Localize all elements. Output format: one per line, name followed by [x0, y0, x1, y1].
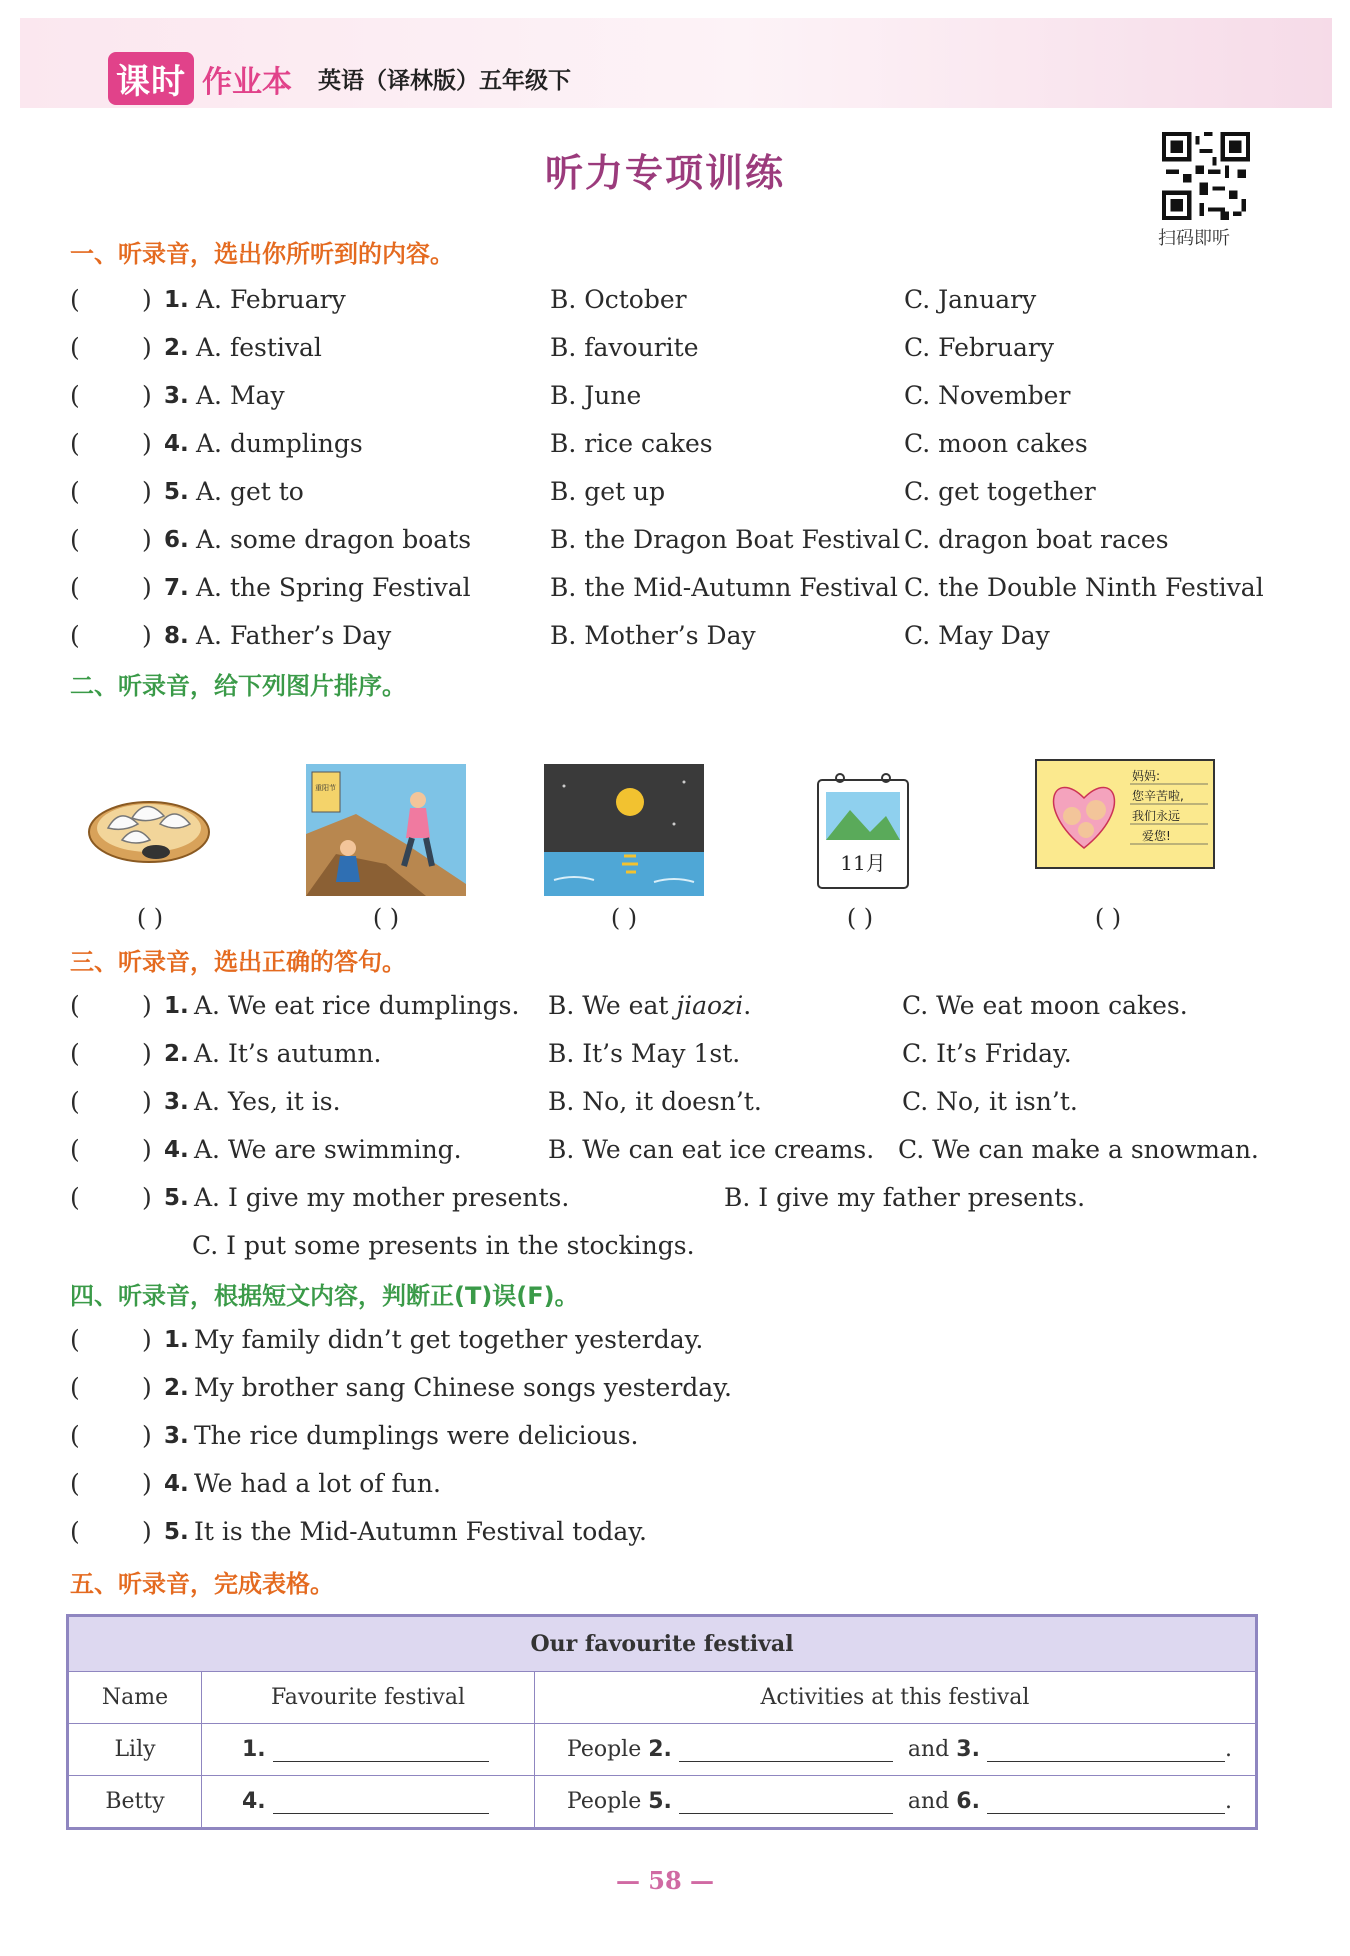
question-number: 1.: [164, 993, 189, 1019]
option-c: C. No, it isn’t.: [902, 1087, 1078, 1116]
answer-paren-right: ): [142, 621, 152, 650]
question-number: 1.: [164, 287, 189, 313]
answer-paren-left[interactable]: (: [70, 991, 80, 1020]
picture-4-answer[interactable]: ( ): [846, 904, 874, 932]
qr-label: 扫码即听: [1158, 228, 1230, 249]
answer-paren-left[interactable]: (: [70, 525, 80, 554]
answer-blank[interactable]: [679, 1739, 893, 1762]
option-c: C. dragon boat races: [904, 525, 1169, 554]
blank-number: 5.: [648, 1789, 672, 1814]
option-a: A. get to: [196, 477, 304, 506]
option-b: B. June: [550, 381, 642, 410]
option-b: B. I give my father presents.: [724, 1183, 1086, 1212]
page-number: — 58 —: [615, 1866, 715, 1895]
question-number: 8.: [164, 623, 189, 649]
blank-number: 4.: [242, 1789, 266, 1814]
statement-text: It is the Mid-Autumn Festival today.: [194, 1517, 648, 1546]
answer-paren-left[interactable]: (: [70, 621, 80, 650]
blank-number: 3.: [956, 1737, 980, 1762]
card-line-1: 妈妈:: [1132, 769, 1161, 783]
answer-paren-right: ): [142, 285, 152, 314]
option-b: B. get up: [550, 477, 666, 506]
part4-heading: 四、听录音，根据短文内容，判断正(T)误(F)。: [70, 1282, 579, 1310]
card-line-3: 我们永远: [1132, 809, 1181, 823]
option-a: A. We are swimming.: [194, 1135, 462, 1164]
answer-paren-right: ): [142, 1421, 152, 1450]
header-brand: [108, 52, 571, 105]
card-line-2: 您辛苦啦,: [1132, 789, 1184, 803]
part2-heading: 二、听录音，给下列图片排序。: [70, 672, 406, 700]
table-title: Our favourite festival: [69, 1617, 1256, 1672]
option-c: C. moon cakes: [904, 429, 1088, 458]
people-word: People: [567, 1737, 642, 1762]
brand-name: 作业本: [202, 64, 292, 100]
card-line-4: 爱您!: [1142, 829, 1171, 843]
answer-blank[interactable]: [987, 1791, 1225, 1814]
answer-blank[interactable]: [273, 1791, 489, 1814]
option-a: A. dumplings: [196, 429, 363, 458]
answer-paren-left[interactable]: (: [70, 1325, 80, 1354]
answer-blank[interactable]: [987, 1739, 1225, 1762]
answer-blank[interactable]: [273, 1739, 489, 1762]
period: .: [1224, 1789, 1232, 1814]
question-number: 5.: [164, 1185, 189, 1211]
answer-paren-right: ): [142, 1039, 152, 1068]
option-b: B. We can eat ice creams.: [548, 1135, 875, 1164]
row-name: Betty: [69, 1776, 202, 1828]
option-c: C. We can make a snowman.: [898, 1135, 1259, 1164]
answer-paren-left[interactable]: (: [70, 1039, 80, 1068]
answer-paren-right: ): [142, 573, 152, 602]
option-b: B. October: [550, 285, 687, 314]
option-a: A. festival: [196, 333, 322, 362]
question-number: 3.: [164, 1089, 189, 1115]
option-c: C. the Double Ninth Festival: [904, 573, 1264, 602]
answer-blank[interactable]: [679, 1791, 893, 1814]
part5-heading: 五、听录音，完成表格。: [70, 1570, 334, 1598]
option-c: C. February: [904, 333, 1054, 362]
option-b: B. It’s May 1st.: [548, 1039, 741, 1068]
answer-paren-left[interactable]: (: [70, 1087, 80, 1116]
period: .: [1224, 1737, 1232, 1762]
option-b: B. rice cakes: [550, 429, 713, 458]
question-number: 5.: [164, 1519, 189, 1545]
full-moon-night-picture: [544, 764, 704, 896]
question-number: 2.: [164, 1041, 189, 1067]
col-header-name: Name: [69, 1672, 202, 1724]
option-b: B. Mother’s Day: [550, 621, 756, 650]
festival-cell: [202, 1776, 535, 1828]
page-title: 听力专项训练: [544, 151, 785, 195]
answer-paren-right: ): [142, 1325, 152, 1354]
answer-paren-left[interactable]: (: [70, 1183, 80, 1212]
question-number: 6.: [164, 527, 189, 553]
question-number: 2.: [164, 1375, 189, 1401]
people-word: People: [567, 1789, 642, 1814]
option-a: A. some dragon boats: [196, 525, 472, 554]
activities-cell: [535, 1724, 1256, 1776]
activities-cell: [535, 1776, 1256, 1828]
option-a: A. It’s autumn.: [194, 1039, 382, 1068]
option-c: C. get together: [904, 477, 1096, 506]
statement-text: The rice dumplings were delicious.: [194, 1421, 639, 1450]
question-number: 4.: [164, 1471, 189, 1497]
answer-paren-right: ): [142, 991, 152, 1020]
qr-code-icon[interactable]: [1162, 132, 1250, 220]
blank-number: 2.: [648, 1737, 672, 1762]
option-b: [548, 986, 751, 1026]
dumplings-picture: [86, 782, 212, 866]
part1-heading: 一、听录音，选出你所听到的内容。: [70, 240, 454, 268]
option-a: A. May: [196, 381, 285, 410]
table-row: [69, 1724, 1256, 1776]
statement-text: My brother sang Chinese songs yesterday.: [194, 1373, 732, 1402]
picture-1-answer[interactable]: ( ): [136, 904, 164, 932]
answer-paren-left[interactable]: (: [70, 1517, 80, 1546]
option-c: C. May Day: [904, 621, 1050, 650]
blank-number: 6.: [956, 1789, 980, 1814]
question-number: 5.: [164, 479, 189, 505]
option-c: C. I put some presents in the stockings.: [192, 1231, 695, 1260]
subject-label: 英语（译林版）五年级下: [318, 68, 571, 94]
festival-cell: [202, 1724, 535, 1776]
answer-paren-right: ): [142, 429, 152, 458]
mountain-climbing-picture: [306, 764, 466, 896]
answer-paren-left[interactable]: (: [70, 573, 80, 602]
question-number: 3.: [164, 383, 189, 409]
question-number: 2.: [164, 335, 189, 361]
november-calendar-picture: [810, 770, 916, 892]
festival-table: [66, 1614, 1258, 1830]
part3-heading: 三、听录音，选出正确的答句。: [70, 948, 406, 976]
col-header-activities: Activities at this festival: [535, 1672, 1256, 1724]
option-a: A. the Spring Festival: [196, 573, 471, 602]
answer-paren-left[interactable]: (: [70, 1421, 80, 1450]
col-header-festival: Favourite festival: [202, 1672, 535, 1724]
answer-paren-left[interactable]: (: [70, 1469, 80, 1498]
option-b: B. No, it doesn’t.: [548, 1087, 762, 1116]
option-c: C. It’s Friday.: [902, 1039, 1072, 1068]
answer-paren-left[interactable]: (: [70, 381, 80, 410]
answer-paren-right: ): [142, 381, 152, 410]
answer-paren-right: ): [142, 1373, 152, 1402]
answer-paren-right: ): [142, 1469, 152, 1498]
option-b-suffix: .: [743, 991, 752, 1020]
answer-paren-right: ): [142, 333, 152, 362]
calendar-month-label: 11月: [840, 851, 886, 875]
answer-paren-right: ): [142, 1183, 152, 1212]
option-b: B. favourite: [550, 333, 699, 362]
answer-paren-left[interactable]: (: [70, 429, 80, 458]
option-b: B. the Mid-Autumn Festival: [550, 573, 898, 602]
option-a: A. February: [196, 285, 346, 314]
answer-paren-right: ): [142, 1087, 152, 1116]
question-number: 3.: [164, 1423, 189, 1449]
option-c: C. We eat moon cakes.: [902, 991, 1188, 1020]
mothers-day-card-picture: [1034, 758, 1216, 870]
option-a: A. We eat rice dumplings.: [194, 991, 520, 1020]
and-word: and: [907, 1789, 950, 1814]
answer-paren-right: ): [142, 1135, 152, 1164]
answer-paren-left[interactable]: (: [70, 477, 80, 506]
picture-2-answer[interactable]: ( ): [372, 904, 400, 932]
table-row: [69, 1776, 1256, 1828]
blank-number: 1.: [242, 1737, 266, 1762]
picture-5-answer[interactable]: ( ): [1094, 904, 1122, 932]
option-a: A. I give my mother presents.: [194, 1183, 570, 1212]
question-number: 7.: [164, 575, 189, 601]
question-number: 1.: [164, 1327, 189, 1353]
answer-paren-right: ): [142, 477, 152, 506]
answer-paren-left[interactable]: (: [70, 333, 80, 362]
option-a: A. Father’s Day: [196, 621, 392, 650]
option-c: C. November: [904, 381, 1071, 410]
option-b-italic: jiaozi: [676, 991, 744, 1020]
double-ninth-sign: 重阳节: [315, 784, 336, 792]
option-b-text: B. We eat: [548, 991, 677, 1020]
and-word: and: [907, 1737, 950, 1762]
question-number: 4.: [164, 431, 189, 457]
answer-paren-left[interactable]: (: [70, 1373, 80, 1402]
question-number: 4.: [164, 1137, 189, 1163]
statement-text: My family didn’t get together yesterday.: [194, 1325, 704, 1354]
answer-paren-right: ): [142, 525, 152, 554]
row-name: Lily: [69, 1724, 202, 1776]
option-b: B. the Dragon Boat Festival: [550, 525, 901, 554]
answer-paren-left[interactable]: (: [70, 285, 80, 314]
answer-paren-left[interactable]: (: [70, 1135, 80, 1164]
brand-logo: 课时: [108, 52, 194, 105]
answer-paren-right: ): [142, 1517, 152, 1546]
option-c: C. January: [904, 285, 1037, 314]
option-a: A. Yes, it is.: [194, 1087, 341, 1116]
picture-3-answer[interactable]: ( ): [610, 904, 638, 932]
statement-text: We had a lot of fun.: [194, 1469, 441, 1498]
